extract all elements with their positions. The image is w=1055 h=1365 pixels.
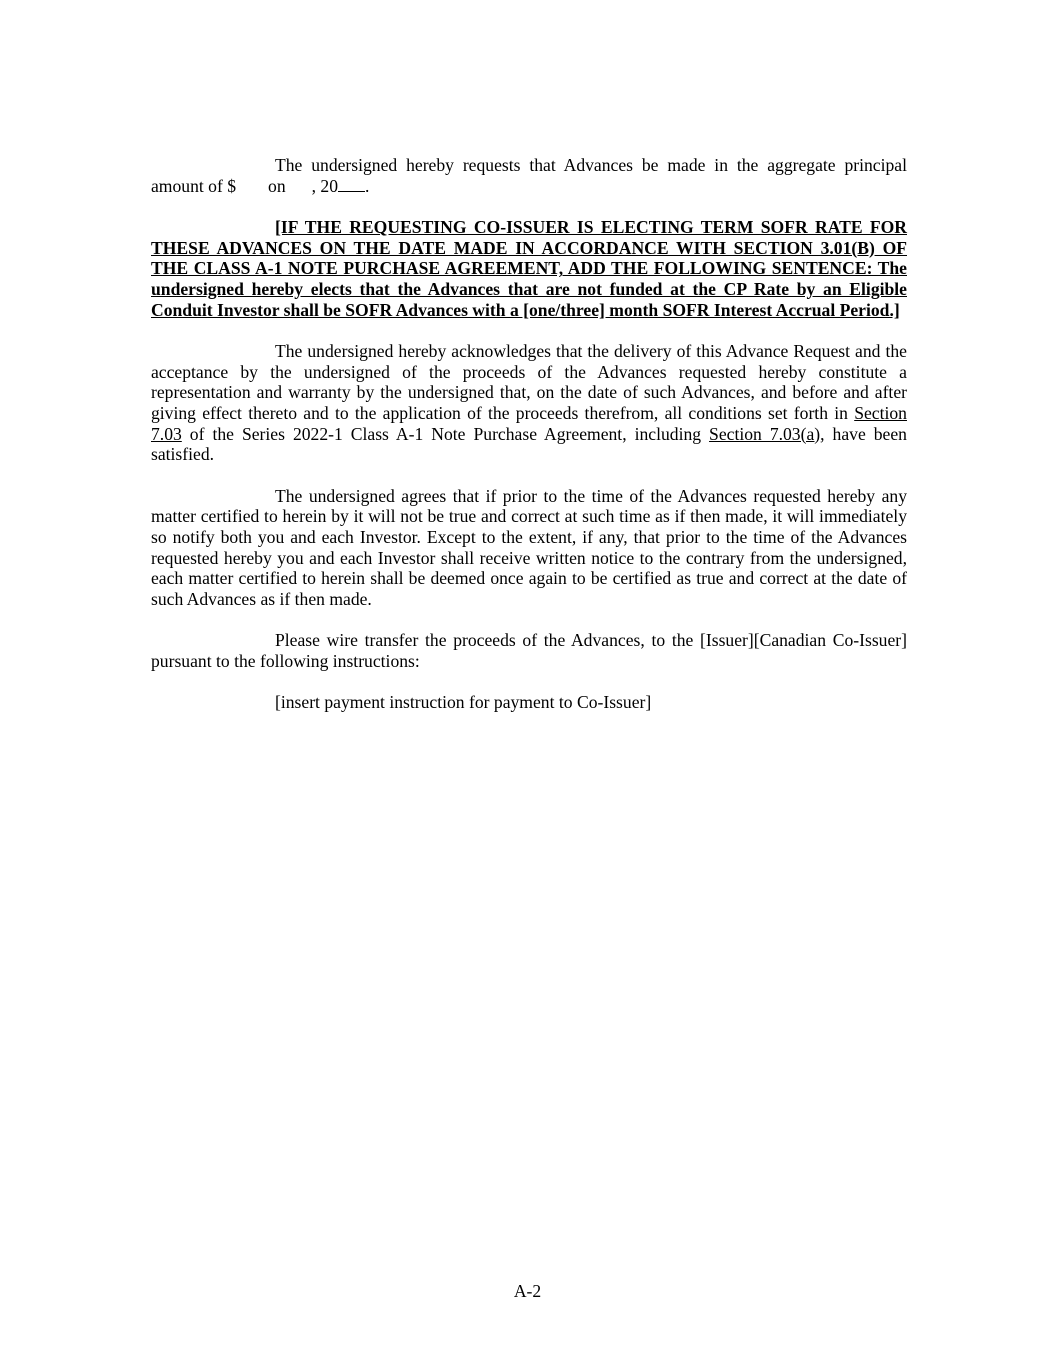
section-7-03a-link[interactable]: Section 7.03(a) <box>709 423 821 444</box>
on-text: on <box>268 175 286 196</box>
acknowledgement-text-a: The undersigned hereby acknowledges that the delivery of this Advance Request and the acceptance by the undersigned of the proceeds of the Advances requested hereby constitute a representation and warranty by the undersigned that, on the date of such Advances, and before and after giving effect thereto and to the application of the proceeds therefrom, all conditions set forth in <box>151 341 907 423</box>
sofr-election-text: [IF THE REQUESTING CO-ISSUER IS ELECTING TERM SOFR RATE FOR THESE ADVANCES ON THE DATE MADE IN ACCORDANCE WITH SECTION 3.01(B) OF THE CLASS A-1 NOTE PURCHASE AGREEMENT, ADD THE FOLLOWING SENTENCE: The undersigned hereby elects that the Advances that are not funded at the CP Rate by an Eligible Conduit Investor shall be SOFR Advances with a [one/three] month SOFR Interest Accrual Period.] <box>151 217 907 320</box>
document-body <box>151 155 907 713</box>
payment-instruction: [insert payment instruction for payment to Co-Issuer] <box>275 692 652 713</box>
sofr-election-paragraph <box>151 217 907 320</box>
advance-request-paragraph <box>151 155 907 196</box>
wire-transfer-paragraph <box>151 630 907 671</box>
notification-paragraph <box>151 486 907 610</box>
request-text: The undersigned hereby requests that Advances be made in the aggregate principal amount of $ <box>151 155 907 196</box>
wire-transfer-text: Please wire transfer the proceeds of the Advances, to the [Issuer][Canadian Co-Issuer] pursuant to the following instructions: <box>151 630 907 671</box>
acknowledgement-text-b: of the Series 2022-1 Class A-1 Note Purchase Agreement, including <box>189 423 702 444</box>
acknowledgement-text-c: , have been satisfied. <box>151 423 907 465</box>
acknowledgement-paragraph <box>151 341 907 465</box>
year-prefix: , 20 <box>311 175 339 196</box>
page-number: A-2 <box>513 1281 542 1301</box>
period: . <box>365 175 370 196</box>
year-blank <box>338 177 365 192</box>
section-7-03-link[interactable]: Section 7.03 <box>151 402 907 444</box>
notification-text: The undersigned agrees that if prior to the time of the Advances requested hereby any matter certified to herein by it will not be true and correct at such time as if then made, it will immediately so notify both you and each Investor. Except to the extent, if any, that prior to the time of the Advances requested hereby you and each Investor shall receive written notice to the contrary from the undersigned, each matter certified to herein shall be deemed once again to be certified as true and correct at the date of such Advances as if then made. <box>151 485 907 609</box>
